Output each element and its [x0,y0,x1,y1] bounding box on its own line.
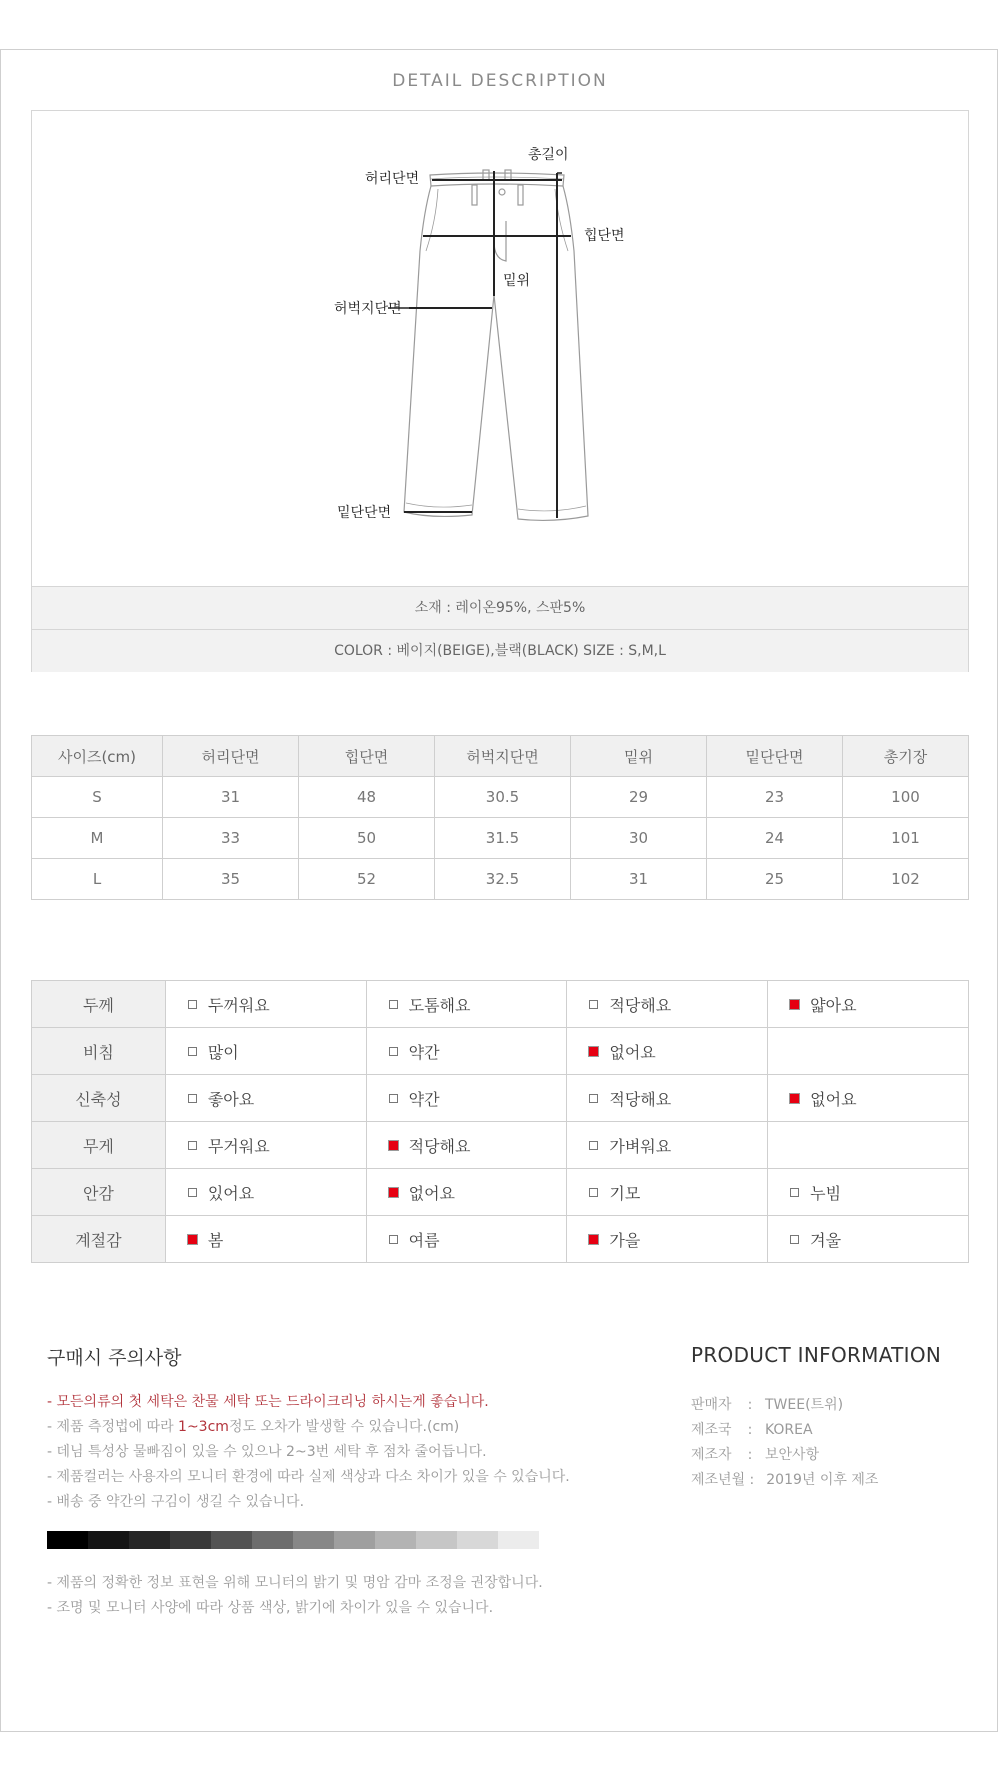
size-col-header: 힙단면 [299,736,435,777]
option-text: 적당해요 [408,1136,471,1156]
option-text: 무거워요 [207,1136,270,1156]
info-value: 2019년 이후 제조 [766,1472,879,1488]
notice-list [47,1390,667,1515]
property-option [567,1169,768,1216]
checked-checkbox-icon [589,1047,598,1056]
property-option [165,981,366,1028]
checkbox-icon [790,1188,799,1197]
size-cell: 31.5 [435,818,571,859]
checkbox-icon [389,1000,398,1009]
measure-lines [388,171,571,518]
property-option [768,981,969,1028]
notice-title: 구매시 주의사항 [47,1347,182,1369]
size-cell: 31 [571,859,707,900]
property-option [567,981,768,1028]
size-cell: 33 [163,818,299,859]
grayscale-swatch [293,1531,334,1549]
info-sep: : [747,1422,753,1438]
option-text: 겨울 [810,1230,842,1250]
option-text: 약간 [408,1042,440,1062]
property-option [366,1075,567,1122]
property-table [31,980,969,1263]
property-option [768,1216,969,1263]
label-hip: 힙단면 [584,228,625,244]
grayscale-swatch [88,1531,129,1549]
info-value: TWEE(트위) [765,1397,844,1413]
option-text: 약간 [408,1089,440,1109]
checkbox-icon [188,1188,197,1197]
checkbox-icon [790,1235,799,1244]
size-table [31,735,969,900]
label-total-length: 총길이 [528,147,569,163]
option-text: 적당해요 [609,995,672,1015]
checkbox-icon [188,1000,197,1009]
size-col-header: 총기장 [843,736,969,777]
detail-title: DETAIL DESCRIPTION [392,71,608,91]
label-thigh: 허벅지단면 [334,301,402,317]
option-text: 없어요 [408,1183,455,1203]
size-cell: 30 [571,818,707,859]
property-option [165,1075,366,1122]
grayscale-swatch [416,1531,457,1549]
property-row-weight [32,1122,969,1169]
checkbox-icon [589,1094,598,1103]
option-text: 좋아요 [207,1089,255,1109]
property-row-transparency [32,1028,969,1075]
checkbox-icon [389,1235,398,1244]
property-label: 무게 [32,1122,166,1169]
grayscale-swatch [170,1531,211,1549]
grayscale-swatch [375,1531,416,1549]
info-key: 제조년월 : [691,1472,755,1488]
option-text: 여름 [408,1230,440,1250]
grayscale-swatch [47,1531,88,1549]
option-text: 누빔 [810,1183,842,1203]
size-table-header [32,736,969,777]
checked-checkbox-icon [389,1188,398,1197]
grayscale-swatch [129,1531,170,1549]
checkbox-icon [188,1047,197,1056]
info-sep: : [747,1447,753,1463]
property-row-lining [32,1169,969,1216]
notice-highlight: 1~3cm [178,1419,229,1435]
option-text: 봄 [207,1230,224,1250]
notice-line: - 모든의류의 첫 세탁은 찬물 세탁 또는 드라이크리닝 하시는게 좋습니다. [47,1394,489,1410]
pants-diagram [32,111,968,586]
size-cell: S [32,777,163,818]
size-cell: 101 [843,818,969,859]
size-cell: 24 [707,818,843,859]
size-cell: 25 [707,859,843,900]
property-option-empty [768,1028,969,1075]
property-option [366,1028,567,1075]
checkbox-icon [188,1141,197,1150]
property-option-empty [768,1122,969,1169]
property-label: 신축성 [32,1075,166,1122]
property-option [567,1075,768,1122]
checked-checkbox-icon [188,1235,197,1244]
product-info-row [691,1418,878,1443]
grayscale-bar [47,1531,539,1549]
property-option [366,1216,567,1263]
property-option [366,1122,567,1169]
label-hem: 밑단단면 [337,505,392,521]
size-col-header: 허벅지단면 [435,736,571,777]
size-col-header: 밑위 [571,736,707,777]
grayscale-swatch [498,1531,539,1549]
size-cell: M [32,818,163,859]
info-key: 제조국 [691,1422,732,1438]
property-label: 비침 [32,1028,166,1075]
property-row-thickness [32,981,969,1028]
grayscale-swatch [457,1531,498,1549]
checkbox-icon [188,1094,197,1103]
checkbox-icon [589,1000,598,1009]
pants-outline [404,170,588,520]
product-info [691,1393,878,1493]
material-info: 소재 : 레이온95%, 스판5% [32,586,968,629]
checkbox-icon [589,1141,598,1150]
property-label: 안감 [32,1169,166,1216]
option-text: 많이 [207,1042,239,1062]
info-key: 판매자 [691,1397,732,1413]
option-text: 도톰해요 [408,995,471,1015]
color-size-info: COLOR : 베이지(BEIGE),블랙(BLACK) SIZE : S,M,L [32,629,968,672]
notice-text: - 제품 측정법에 따라 [47,1419,179,1435]
property-label: 두께 [32,981,166,1028]
size-cell: 52 [299,859,435,900]
checkbox-icon [589,1188,598,1197]
table-row [32,818,969,859]
info-key: 제조자 [691,1447,732,1463]
checked-checkbox-icon [790,1094,799,1103]
notice-list-secondary [47,1571,667,1621]
size-cell: 29 [571,777,707,818]
property-option [165,1216,366,1263]
size-cell: 30.5 [435,777,571,818]
option-text: 적당해요 [609,1089,672,1109]
property-label: 계절감 [32,1216,166,1263]
property-row-season [32,1216,969,1263]
checked-checkbox-icon [790,1000,799,1009]
grayscale-swatch [252,1531,293,1549]
table-row [32,859,969,900]
notice-line: - 배송 중 약간의 구김이 생길 수 있습니다. [47,1494,305,1510]
size-cell: 35 [163,859,299,900]
checked-checkbox-icon [589,1235,598,1244]
checkbox-icon [389,1094,398,1103]
grayscale-swatch [334,1531,375,1549]
checkbox-icon [389,1047,398,1056]
size-cell: L [32,859,163,900]
property-option [165,1028,366,1075]
option-text: 가벼워요 [609,1136,672,1156]
label-rise: 밑위 [503,273,531,289]
size-cell: 100 [843,777,969,818]
property-row-stretch [32,1075,969,1122]
size-cell: 48 [299,777,435,818]
size-cell: 23 [707,777,843,818]
notice-line [47,1415,667,1440]
notice-line: - 제품컬러는 사용자의 모니터 환경에 따라 실제 색상과 다소 차이가 있을 수 있습니다. [47,1469,570,1485]
notice-text: 정도 오차가 발생할 수 있습니다.(cm) [228,1419,460,1435]
option-text: 있어요 [207,1183,255,1203]
size-cell: 31 [163,777,299,818]
label-waist: 허리단면 [365,171,420,187]
size-col-header: 밑단단면 [707,736,843,777]
grayscale-swatch [211,1531,252,1549]
size-col-header: 사이즈(cm) [32,736,163,777]
size-cell: 32.5 [435,859,571,900]
option-text: 두꺼워요 [207,995,270,1015]
size-cell: 50 [299,818,435,859]
info-value: 보안사항 [765,1447,820,1463]
option-text: 없어요 [810,1089,857,1109]
checked-checkbox-icon [389,1141,398,1150]
option-text: 없어요 [609,1042,656,1062]
product-info-row [691,1393,878,1418]
notice-line: - 데님 특성상 물빠짐이 있을 수 있으나 2~3번 세탁 후 점차 줄어듭니다. [47,1444,487,1460]
product-info-row [691,1468,878,1493]
size-cell: 102 [843,859,969,900]
table-row [32,777,969,818]
property-option [366,1169,567,1216]
option-text: 얇아요 [810,995,857,1015]
property-option [165,1169,366,1216]
property-option [366,981,567,1028]
notice-line: - 조명 및 모니터 사양에 따라 상품 색상, 밝기에 차이가 있을 수 있습니다. [47,1600,494,1616]
property-option [768,1075,969,1122]
property-option [567,1122,768,1169]
product-info-row [691,1443,878,1468]
product-info-title: PRODUCT INFORMATION [691,1343,942,1367]
notice-line: - 제품의 정확한 정보 표현을 위해 모니터의 밝기 및 명암 감마 조정을 권장합니다. [47,1575,543,1591]
diagram-box [31,110,969,672]
size-col-header: 허리단면 [163,736,299,777]
property-option [768,1169,969,1216]
option-text: 기모 [609,1183,641,1203]
property-option [567,1028,768,1075]
info-value: KOREA [765,1422,813,1438]
info-sep: : [747,1397,753,1413]
option-text: 가을 [609,1230,641,1250]
property-option [165,1122,366,1169]
property-option [567,1216,768,1263]
